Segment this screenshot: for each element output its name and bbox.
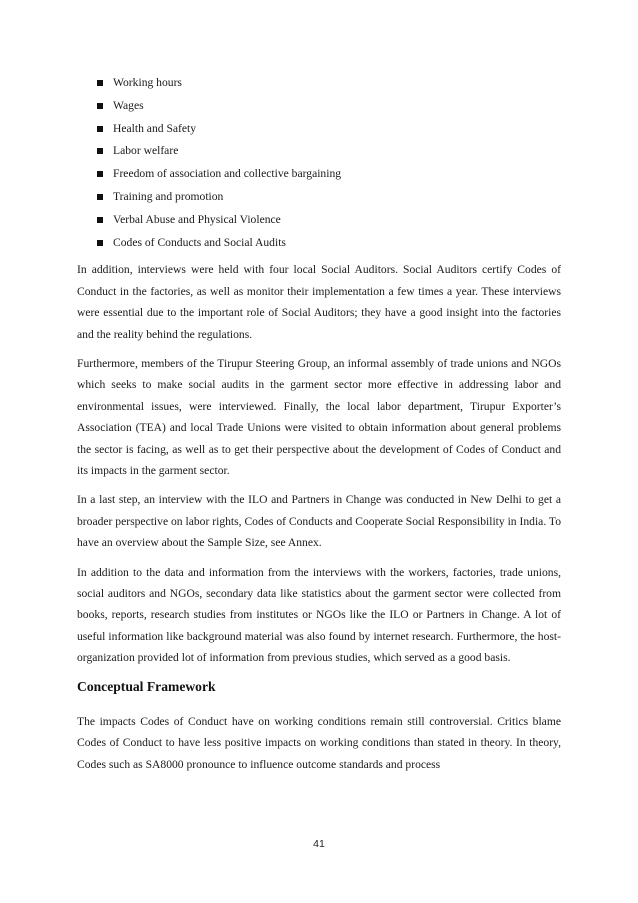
bullet-item xyxy=(97,95,561,118)
bullet-text: Labor welfare xyxy=(113,144,179,158)
bullet-text: Codes of Conducts and Social Audits xyxy=(113,235,286,249)
bullet-text: Health and Safety xyxy=(113,121,197,135)
bullet-text: Training and promotion xyxy=(113,189,224,203)
bullet-item xyxy=(97,72,561,95)
paragraph-social-auditors: In addition, interviews were held with four local Social Auditors. Social Auditors certify Codes of Conduct in the factories, as well as monitor their implementation a few times a year. These interviews were essential due to the important role of Social Auditors; they have a good insight into the factories and the reality behind the regulations. xyxy=(77,263,561,341)
page-content xyxy=(77,72,561,783)
bullet-item xyxy=(97,118,561,141)
square-bullet-icon xyxy=(97,148,103,154)
square-bullet-icon xyxy=(97,126,103,132)
paragraph-conceptual-framework: The impacts Codes of Conduct have on working conditions remain still controversial. Critics blame Codes of Conduct to have less positive impacts on working conditions than stated in theory. In theory, Codes such as SA8000 pronounce to influence outcome standards and process xyxy=(77,714,561,771)
bullet-text: Wages xyxy=(113,98,144,112)
square-bullet-icon xyxy=(97,80,103,86)
paragraph-ilo-interview: In a last step, an interview with the ILO and Partners in Change was conducted in New Delhi to get a broader perspective on labor rights, Codes of Conducts and Cooperate Social Responsibility in India. To have an overview about the Sample Size, see Annex. xyxy=(77,493,561,550)
page-number: 41 xyxy=(313,838,325,850)
square-bullet-icon xyxy=(97,240,103,246)
bullet-item xyxy=(97,140,561,163)
square-bullet-icon xyxy=(97,103,103,109)
bullet-text: Verbal Abuse and Physical Violence xyxy=(113,212,281,226)
bullet-item xyxy=(97,186,561,209)
paragraph-steering-group: Furthermore, members of the Tirupur Steering Group, an informal assembly of trade unions and NGOs which seeks to make social audits in the garment sector more effective in addressing labor and environmental issues, were interviewed. Finally, the local labor department, Tirupur Exporter’s Association (TEA) and local Trade Unions were visited to obtain information about general problems the sector is facing, as well as to get their perspective about the development of Codes of Conduct and its impacts in the garment sector. xyxy=(77,357,561,478)
paragraph-secondary-data: In addition to the data and information from the interviews with the workers, factories, trade unions, social auditors and NGOs, secondary data like statistics about the garment sector were collected from books, reports, research studies from institutes or NGOs like the ILO or Partners in Change. A lot of useful information like background material was also found by internet research. Furthermore, the host-organization provided lot of information from previous studies, which served as a good basis. xyxy=(77,565,561,665)
square-bullet-icon xyxy=(97,171,103,177)
topic-bullet-list xyxy=(77,72,561,254)
square-bullet-icon xyxy=(97,217,103,223)
bullet-text: Freedom of association and collective bargaining xyxy=(113,167,342,181)
bullet-text: Working hours xyxy=(113,76,182,89)
square-bullet-icon xyxy=(97,194,103,200)
bullet-item xyxy=(97,163,561,186)
bullet-item xyxy=(97,209,561,232)
section-heading: Conceptual Framework xyxy=(77,678,216,694)
bullet-item xyxy=(97,232,561,255)
